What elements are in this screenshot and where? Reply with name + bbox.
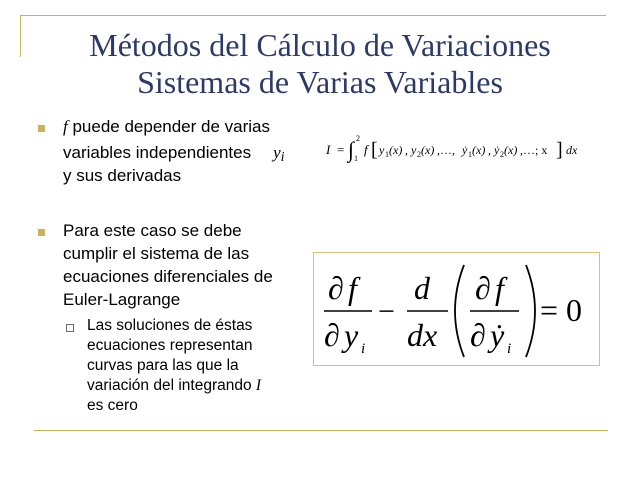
svg-text:∫: ∫ — [348, 137, 355, 162]
svg-text:,: , — [488, 143, 491, 157]
sub-bullet-line-4: variación del integrando I — [87, 377, 262, 394]
bullet-1-line-2: variables independientes yi — [63, 143, 285, 165]
sub-bullet-line-2: ecuaciones representan — [87, 337, 253, 354]
svg-text:I: I — [326, 142, 331, 157]
svg-text:y: y — [411, 143, 417, 157]
svg-text:dx: dx — [407, 317, 438, 353]
svg-text:1: 1 — [468, 150, 472, 159]
svg-text:ẏ: ẏ — [494, 143, 500, 157]
bullet-square-icon — [38, 229, 45, 236]
svg-text:∂: ∂ — [470, 317, 486, 353]
svg-text:y: y — [379, 143, 385, 157]
var-f: f — [63, 117, 68, 136]
svg-text:∂: ∂ — [328, 270, 344, 306]
bullet-2-line-1: Para este caso se debe — [63, 221, 242, 240]
svg-text:f: f — [364, 142, 368, 157]
svg-text:f: f — [495, 270, 504, 306]
svg-text:2: 2 — [500, 150, 504, 159]
svg-text:(x): (x) — [472, 143, 486, 157]
var-I: I — [255, 377, 262, 394]
svg-text:,…,: ,…, — [437, 143, 455, 157]
svg-text:∂: ∂ — [324, 317, 340, 353]
svg-text:(x): (x) — [389, 143, 403, 157]
sub-bullet-line-3: curvas para las que la — [87, 357, 239, 374]
frame-bottom-line — [34, 430, 608, 431]
bullet-1-line-1: f puede depender de varias — [63, 117, 270, 136]
bullet-2-line-3: ecuaciones diferenciales de — [63, 267, 273, 286]
bullet-2-line-4: Euler-Lagrange — [63, 290, 181, 309]
svg-text:y: y — [344, 317, 359, 353]
var-y-sub: i — [280, 150, 285, 165]
bullet-2-line-2: cumplir el sistema de las — [63, 244, 250, 263]
sub-bullet-line-5: es cero — [87, 397, 138, 414]
svg-text:i: i — [361, 341, 366, 357]
svg-text:ẏ: ẏ — [490, 317, 505, 353]
sub-bullet-line-1: Las soluciones de éstas — [87, 317, 253, 334]
slide-title-line-1: Métodos del Cálculo de Variaciones — [89, 27, 551, 63]
svg-text:1: 1 — [385, 150, 389, 159]
frame-top-line — [20, 15, 606, 16]
svg-text:,…; x: ,…; x — [520, 143, 548, 157]
svg-text:f: f — [348, 270, 357, 306]
integral-equation-svg — [324, 131, 612, 167]
svg-text:]: ] — [556, 139, 563, 161]
svg-text:,: , — [405, 143, 408, 157]
sub-bullet-square-icon — [66, 324, 74, 332]
svg-text:=: = — [337, 142, 345, 157]
svg-text:[: [ — [371, 139, 378, 161]
var-y: y — [273, 143, 281, 162]
slide-title — [21, 27, 619, 101]
svg-text:∂: ∂ — [475, 270, 491, 306]
left-parenthesis — [455, 265, 464, 357]
euler-lagrange-equation-svg — [314, 253, 599, 365]
bullet-1-line-3: y sus derivadas — [63, 166, 182, 185]
svg-text:dx: dx — [566, 143, 578, 157]
svg-text:1: 1 — [354, 154, 358, 163]
integral-equation — [324, 131, 612, 167]
svg-text:d: d — [414, 270, 430, 306]
right-parenthesis — [526, 265, 535, 357]
svg-text:ẏ: ẏ — [462, 143, 468, 157]
svg-text:i: i — [507, 341, 512, 357]
svg-text:2: 2 — [417, 150, 421, 159]
svg-text:−: − — [378, 295, 395, 328]
svg-text:2: 2 — [356, 134, 360, 143]
slide-title-line-2: Sistemas de Varias Variables — [137, 64, 503, 100]
euler-lagrange-equation-box — [313, 252, 600, 366]
svg-text:(x): (x) — [504, 143, 518, 157]
bullet-square-icon — [38, 125, 45, 132]
svg-text:(x): (x) — [421, 143, 435, 157]
svg-text:= 0: = 0 — [540, 292, 583, 328]
